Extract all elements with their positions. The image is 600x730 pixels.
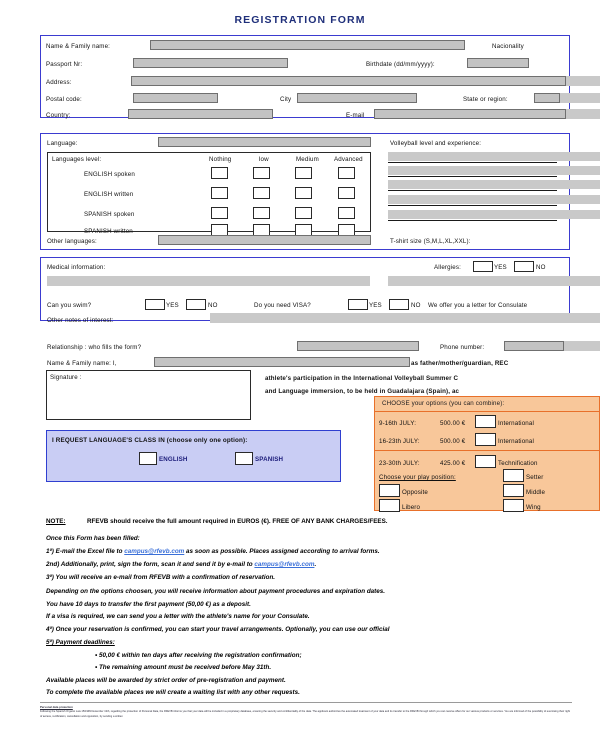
checkbox-allergies-yes[interactable] xyxy=(473,261,493,272)
note-step-2-post: . xyxy=(314,561,317,568)
note-line-5: You have 10 days to transfer the first payment (50,00 €) as a deposit. xyxy=(46,601,251,608)
relationship-input[interactable] xyxy=(297,341,419,351)
postal-code-input[interactable] xyxy=(133,93,218,103)
position-opposite-label: Opposite xyxy=(402,489,428,496)
email-overflow xyxy=(566,109,600,119)
declaration-line-3: and Language immersion, to be held in Guadalajara (Spain), ac xyxy=(265,388,460,395)
volleyball-line-overflow-1 xyxy=(557,152,600,161)
birthdate-input[interactable] xyxy=(467,58,529,68)
checkbox-position-opposite[interactable] xyxy=(379,484,400,497)
week-1-price: 500.00 € xyxy=(440,420,466,427)
note-step-3: 3º) You will receive an e-mail from RFEVB with a confirmation of reservation. xyxy=(46,574,276,581)
volleyball-rule-4 xyxy=(388,205,557,206)
checkbox-english-spoken-advanced[interactable] xyxy=(338,167,355,179)
visa-yes-label: YES xyxy=(369,302,382,309)
checkbox-class-english[interactable] xyxy=(139,452,157,465)
checkbox-swim-yes[interactable] xyxy=(145,299,165,310)
name-input[interactable] xyxy=(150,40,465,50)
guardian-name-input[interactable] xyxy=(154,357,410,367)
postal-code-label: Postal code: xyxy=(46,96,82,103)
email-label: E-mail xyxy=(346,112,365,119)
allergies-label: Allergies: xyxy=(434,264,461,271)
checkbox-visa-yes[interactable] xyxy=(348,299,368,310)
checkbox-spanish-spoken-advanced[interactable] xyxy=(338,207,355,219)
passport-label: Passport Nr: xyxy=(46,61,83,68)
city-input[interactable] xyxy=(297,93,417,103)
volleyball-line-4[interactable] xyxy=(388,195,557,204)
checkbox-allergies-no[interactable] xyxy=(514,261,534,272)
can-swim-label: Can you swim? xyxy=(47,302,92,309)
row-label-english-written: ENGLISH written xyxy=(84,191,134,198)
note-payment-deadlines: 5º) Payment deadlines: xyxy=(46,639,115,646)
checkbox-english-spoken-nothing[interactable] xyxy=(211,167,228,179)
checkbox-swim-no[interactable] xyxy=(186,299,206,310)
swim-yes-label: YES xyxy=(166,302,179,309)
note-line-7: 4º) Once your reservation is confirmed, you can start your travel arrangements. Optionally, you can use our official xyxy=(46,626,390,633)
note-step-1 xyxy=(46,548,380,555)
declaration-line-2: athlete's participation in the International Volleyball Summer C xyxy=(265,375,459,382)
row-label-spanish-written: SPANISH written xyxy=(84,228,133,235)
level-column-advanced: Advanced xyxy=(334,156,363,163)
week-3-price: 425.00 € xyxy=(440,460,466,467)
address-overflow xyxy=(566,76,600,86)
week-2-type: International xyxy=(498,438,535,445)
swim-no-label: NO xyxy=(208,302,218,309)
country-label: Country: xyxy=(46,112,71,119)
checkbox-week-1[interactable] xyxy=(475,415,496,428)
page-title: REGISTRATION FORM xyxy=(234,14,366,26)
volleyball-line-3[interactable] xyxy=(388,180,557,189)
visa-label: Do you need VISA? xyxy=(254,302,311,309)
level-column-nothing: Nothing xyxy=(209,156,232,163)
checkbox-english-spoken-medium[interactable] xyxy=(295,167,312,179)
volleyball-line-overflow-3 xyxy=(557,180,600,189)
row-label-spanish-spoken: SPANISH spoken xyxy=(84,211,135,218)
checkbox-position-libero[interactable] xyxy=(379,499,400,512)
note-line-4: Depending on the options choosen, you will receive information about payment procedures and expiration dates. xyxy=(46,588,386,595)
declaration-line-1: as father/mother/guardian, REC xyxy=(411,360,509,367)
guardian-name-label: Name & Family name: I, xyxy=(47,360,117,367)
checkbox-spanish-spoken-low[interactable] xyxy=(253,207,270,219)
medical-info-label: Medical information: xyxy=(47,264,106,271)
position-libero-label: Libero xyxy=(402,504,421,511)
volleyball-rule-5 xyxy=(388,220,557,221)
footer-body: Following the Spanish Organic Law 15/1999 December 13th, regarding the protection of Personal Data, the RFEVB informs you that your data will be included in a proprietary database, ensuring the security and confidentiality of the data. The applicant authorizes the automated treatment of your data and its transfer to the RFEVB through which you can receive offers for our various products or services. You are informed of the possibility of exercising their right of access, rectification, cancellation and opposition, by sending a written xyxy=(40,710,570,719)
volleyball-line-overflow-2 xyxy=(557,166,600,175)
country-input[interactable] xyxy=(128,109,273,119)
consulate-letter-label: We offer you a letter for Consulate xyxy=(428,302,528,309)
position-middle-label: Middle xyxy=(526,489,546,496)
relationship-label: Relationship : who fills the form? xyxy=(47,344,142,351)
footer-divider xyxy=(40,702,572,703)
other-notes-label: Other notes of interest: xyxy=(47,317,114,324)
volleyball-rule-1 xyxy=(388,162,557,163)
volleyball-line-2[interactable] xyxy=(388,166,557,175)
languages-level-label: Languages level: xyxy=(52,156,102,163)
volleyball-level-label: Volleyball level and experience: xyxy=(390,140,482,147)
nationality-label: Nacionality xyxy=(492,43,524,50)
city-label: City xyxy=(280,96,292,103)
note-line-6: If a visa is required, we can send you a letter with the athlete's name for your Consulate. xyxy=(46,613,310,620)
other-notes-input[interactable] xyxy=(210,313,557,323)
name-label: Name & Family name: xyxy=(46,43,111,50)
checkbox-week-3[interactable] xyxy=(475,455,496,468)
address-label: Address: xyxy=(46,79,72,86)
play-position-heading: Choose your play position: xyxy=(379,474,456,481)
row-label-english-spoken: ENGLISH spoken xyxy=(84,171,135,178)
level-column-medium: Medium xyxy=(296,156,319,163)
note-step-2-pre: 2nd) Additionally, print, sign the form, scan it and send it by e-mail to xyxy=(46,561,255,568)
week-1-type: International xyxy=(498,420,535,427)
birthdate-label: Birthdate (dd/mm/yyyy): xyxy=(366,61,435,68)
volleyball-line-overflow-4 xyxy=(557,195,600,204)
volleyball-line-overflow-5 xyxy=(557,210,600,219)
note-line-10: To complete the available places we will create a waiting list with any other requests. xyxy=(46,689,300,696)
volleyball-line-1[interactable] xyxy=(388,152,557,161)
week-1-dates: 9-16th JULY: xyxy=(379,420,417,427)
options-rule-middle xyxy=(374,450,600,451)
checkbox-week-2[interactable] xyxy=(475,433,496,446)
signature-label: Signature : xyxy=(50,374,82,381)
allergies-note-input[interactable] xyxy=(388,276,557,286)
allergies-no-label: NO xyxy=(536,264,546,271)
class-request-heading: I REQUEST LANGUAGE'S CLASS IN (choose only one option): xyxy=(52,437,248,444)
checkbox-english-written-nothing[interactable] xyxy=(211,187,228,199)
allergies-note-overflow xyxy=(557,276,600,286)
address-input[interactable] xyxy=(131,76,566,86)
footer-title: Personal data protection xyxy=(40,705,73,709)
language-label: Language: xyxy=(47,140,78,147)
position-setter-label: Setter xyxy=(526,474,544,481)
week-3-dates: 23-30th JULY: xyxy=(379,460,420,467)
phone-input[interactable] xyxy=(504,341,564,351)
week-2-dates: 16-23th JULY: xyxy=(379,438,420,445)
note-line-9: Available places will be awarded by strict order of pre-registration and payment. xyxy=(46,677,286,684)
medical-info-input[interactable] xyxy=(47,276,370,286)
tshirt-size-label: T-shirt size (S,M,L,XL,XXL): xyxy=(390,238,471,245)
phone-overflow xyxy=(560,341,600,351)
checkbox-visa-no[interactable] xyxy=(389,299,409,310)
state-label: State or region: xyxy=(463,96,508,103)
note-bullet-2: • The remaining amount must be received before May 31th. xyxy=(95,664,272,671)
passport-input[interactable] xyxy=(133,58,288,68)
checkbox-spanish-spoken-nothing[interactable] xyxy=(211,207,228,219)
note-step-2 xyxy=(46,561,316,568)
note-text: RFEVB should receive the full amount required in EUROS (€). FREE OF ANY BANK CHARGES/FEES. xyxy=(87,518,388,525)
position-wing-label: Wing xyxy=(526,504,541,511)
other-notes-overflow xyxy=(557,313,600,323)
note-step-1-post: as soon as possible. Places assigned according to arrival forms. xyxy=(184,548,380,555)
other-languages-input[interactable] xyxy=(158,235,371,245)
visa-no-label: NO xyxy=(411,302,421,309)
note-step-1-email[interactable]: campus@rfevb.com xyxy=(124,548,185,555)
checkbox-position-middle[interactable] xyxy=(503,484,524,497)
checkbox-class-spanish[interactable] xyxy=(235,452,253,465)
footer-legal xyxy=(40,705,570,720)
volleyball-line-5[interactable] xyxy=(388,210,557,219)
level-column-low: low xyxy=(259,156,269,163)
checkbox-position-setter[interactable] xyxy=(503,469,524,482)
class-option-spanish-label: SPANISH xyxy=(255,456,284,463)
checkbox-english-written-advanced[interactable] xyxy=(338,187,355,199)
checkbox-english-written-medium[interactable] xyxy=(295,187,312,199)
options-heading: CHOOSE your options (you can combine): xyxy=(382,400,505,407)
allergies-yes-label: YES xyxy=(494,264,507,271)
state-input[interactable] xyxy=(534,93,560,103)
other-languages-label: Other languages: xyxy=(47,238,97,245)
volleyball-rule-2 xyxy=(388,176,557,177)
email-input[interactable] xyxy=(374,109,566,119)
checkbox-english-spoken-low[interactable] xyxy=(253,167,270,179)
phone-number-label: Phone number: xyxy=(440,344,485,351)
checkbox-english-written-low[interactable] xyxy=(253,187,270,199)
volleyball-rule-3 xyxy=(388,190,557,191)
note-step-1-pre: 1º) E-mail the Excel file to xyxy=(46,548,125,555)
note-step-2-email[interactable]: campus@rfevb.com xyxy=(254,561,315,568)
note-intro: Once this Form has been filled: xyxy=(46,535,140,542)
checkbox-spanish-spoken-medium[interactable] xyxy=(295,207,312,219)
class-option-english-label: ENGLISH xyxy=(159,456,188,463)
note-label: NOTE: xyxy=(46,518,66,525)
week-2-price: 500.00 € xyxy=(440,438,466,445)
note-bullet-1: • 50,00 € within ten days after receiving the registration confirmation; xyxy=(95,652,302,659)
week-3-type: Technification xyxy=(498,460,538,467)
checkbox-position-wing[interactable] xyxy=(503,499,524,512)
language-input[interactable] xyxy=(158,137,371,147)
options-rule-top xyxy=(374,411,600,412)
